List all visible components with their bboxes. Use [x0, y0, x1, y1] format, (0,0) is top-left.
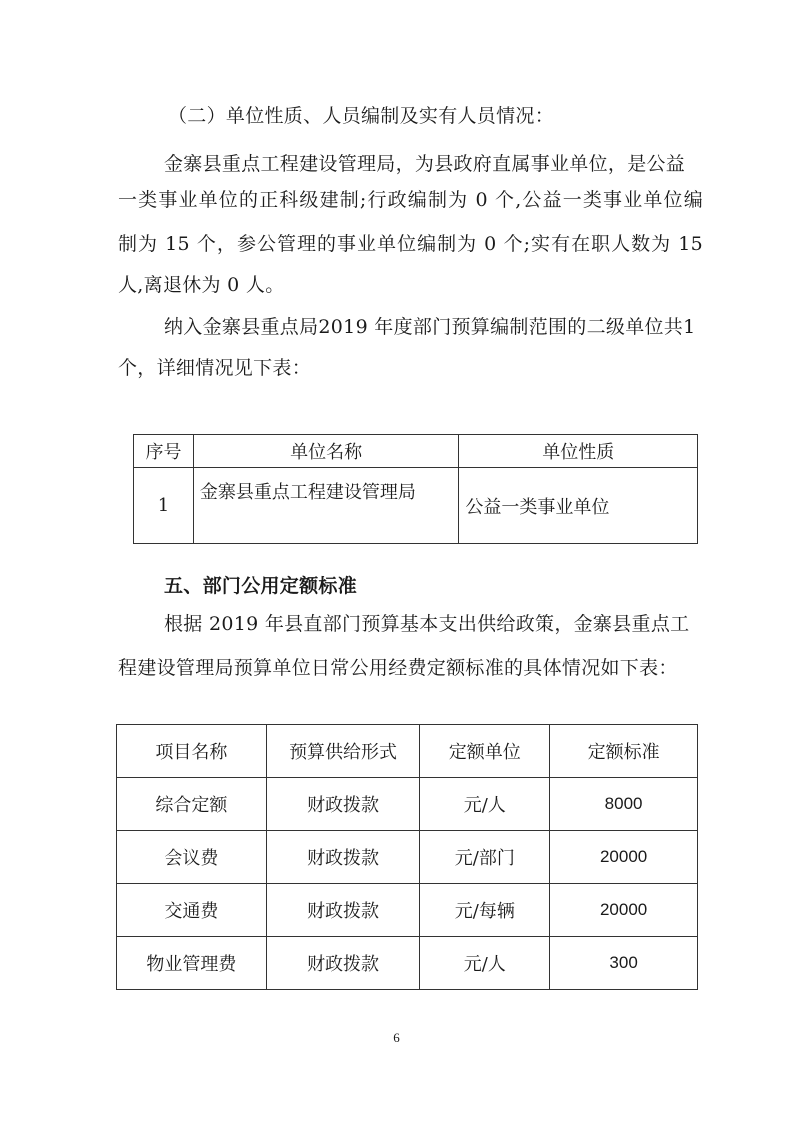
para3-line-2: 程建设管理局预算单位日常公用经费定额标准的具体情况如下表： [118, 657, 678, 679]
unit-table [133, 434, 698, 544]
item-name: 物业管理费 [117, 937, 267, 990]
section-two-heading: （二）单位性质、人员编制及实有人员情况： [168, 105, 555, 127]
section-five-heading: 五、部门公用定额标准 [164, 575, 358, 597]
supply-form: 财政拨款 [266, 831, 420, 884]
supply-form: 财政拨款 [266, 884, 420, 937]
supply-form: 财政拨款 [266, 778, 420, 831]
header-cell: 序号 [134, 435, 194, 468]
header-cell: 项目名称 [117, 725, 267, 778]
unit-table-header [134, 435, 698, 468]
header-cell: 定额单位 [420, 725, 550, 778]
header-cell: 单位性质 [459, 435, 698, 468]
quota-unit: 元/人 [420, 778, 550, 831]
para3-line-1: 根据 2019 年县直部门预算基本支出供给政策，金寨县重点工 [164, 613, 690, 635]
para2-line-1: 纳入金寨县重点局2019 年度部门预算编制范围的二级单位共1 [164, 316, 696, 338]
table-row [134, 468, 698, 544]
supply-form: 财政拨款 [266, 937, 420, 990]
unit-nature: 公益一类事业单位 [459, 468, 698, 544]
quota-standard: 20000 [550, 831, 698, 884]
quota-unit: 元/人 [420, 937, 550, 990]
page-number: 6 [393, 1030, 400, 1045]
table-row [117, 937, 698, 990]
quota-table [116, 724, 698, 990]
quota-table-header [117, 725, 698, 778]
header-cell: 预算供给形式 [266, 725, 420, 778]
table-row [117, 884, 698, 937]
para1-line-2: 一类事业单位的正科级建制;行政编制为 0 个,公益一类事业单位编 [118, 189, 703, 211]
header-cell: 定额标准 [550, 725, 698, 778]
quota-standard: 8000 [550, 778, 698, 831]
unit-name: 金寨县重点工程建设管理局 [193, 468, 459, 544]
item-name: 会议费 [117, 831, 267, 884]
item-name: 交通费 [117, 884, 267, 937]
para1-line-3: 制为 15 个，参公管理的事业单位编制为 0 个;实有在职人数为 15 [118, 233, 703, 255]
para1-line-4: 人,离退休为 0 人。 [118, 274, 285, 296]
quota-standard: 300 [550, 937, 698, 990]
table-row [117, 831, 698, 884]
quota-unit: 元/部门 [420, 831, 550, 884]
row-number: 1 [134, 468, 194, 544]
para2-line-2: 个，详细情况见下表： [118, 357, 312, 379]
quota-standard: 20000 [550, 884, 698, 937]
para1-line-1: 金寨县重点工程建设管理局，为县政府直属事业单位，是公益 [164, 153, 686, 175]
quota-unit: 元/每辆 [420, 884, 550, 937]
item-name: 综合定额 [117, 778, 267, 831]
header-cell: 单位名称 [193, 435, 459, 468]
table-row [117, 778, 698, 831]
